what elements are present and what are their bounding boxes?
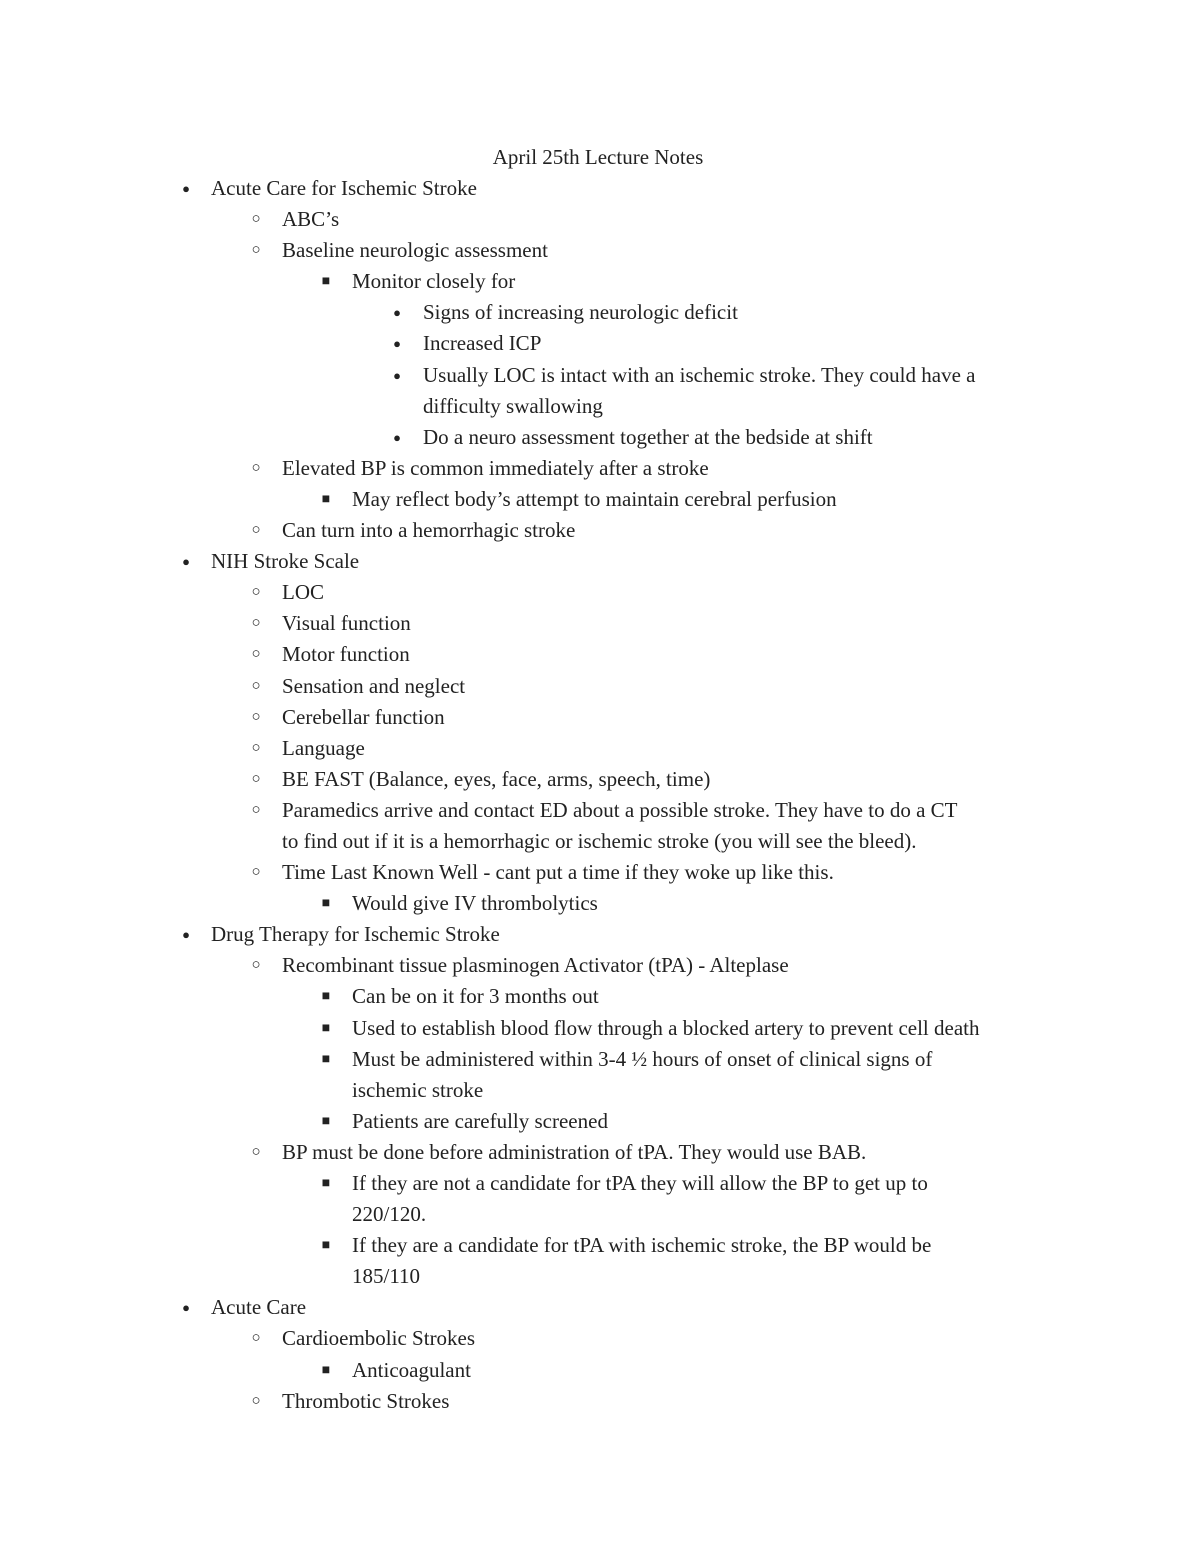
hollow-circle-bullet: ○ [251, 211, 261, 228]
hollow-circle-bullet: ○ [251, 801, 261, 818]
list-item [0, 297, 1200, 328]
list-item-text: Patients are carefully screened [352, 1108, 608, 1133]
list-item-text: Thrombotic Strokes [282, 1388, 450, 1413]
list-item [0, 515, 1200, 546]
list-item [0, 857, 1200, 888]
list-item [0, 173, 1200, 204]
list-item-text: Motor function [282, 642, 410, 667]
list-item-text: If they are not a candidate for tPA they will allow the BP to get up to [352, 1171, 928, 1195]
list-item [0, 360, 1200, 391]
filled-square-bullet: ■ [321, 1238, 331, 1254]
list-item [0, 981, 1200, 1012]
list-item-text: Cerebellar function [282, 704, 445, 729]
hollow-circle-bullet: ○ [251, 522, 261, 539]
list-item-text: Recombinant tissue plasminogen Activator (tPA) - Alteplase [282, 953, 789, 978]
list-item-text: Acute Care for Ischemic Stroke [211, 176, 477, 200]
list-item-text: 220/120. [352, 1202, 427, 1227]
list-item-text: Visual function [282, 611, 411, 636]
list-item [0, 702, 1200, 733]
list-item-text: Baseline neurologic assessment [282, 238, 548, 263]
list-item [0, 328, 1200, 359]
hollow-circle-bullet: ○ [251, 242, 261, 259]
filled-square-bullet: ■ [321, 989, 331, 1005]
hollow-circle-bullet: ○ [251, 708, 261, 725]
list-item [0, 1292, 1200, 1323]
filled-disc-bullet: ● [393, 336, 401, 352]
filled-disc-bullet: ● [182, 927, 190, 943]
list-item-text: to find out if it is a hemorrhagic or ischemic stroke (you will see the bleed). [282, 828, 917, 853]
document-title: April 25th Lecture Notes [492, 145, 704, 169]
list-item-text: NIH Stroke Scale [211, 549, 360, 574]
filled-disc-bullet: ● [393, 429, 401, 445]
list-item-text: If they are a candidate for tPA with ischemic stroke, the BP would be [352, 1233, 932, 1258]
list-item [0, 639, 1200, 670]
list-item-text: Elevated BP is common immediately after a stroke [282, 455, 709, 480]
filled-square-bullet: ■ [321, 1020, 331, 1036]
list-item-text: Drug Therapy for Ischemic Stroke [211, 922, 500, 947]
list-item-continuation [0, 391, 1200, 422]
list-item [0, 204, 1200, 235]
list-item-text: Acute Care [211, 1295, 307, 1320]
hollow-circle-bullet: ○ [251, 1392, 261, 1409]
list-item-text: Increased ICP [423, 331, 542, 356]
list-item [0, 1168, 1200, 1199]
filled-square-bullet: ■ [321, 896, 331, 912]
list-item-text: BE FAST (Balance, eyes, face, arms, speech, time) [282, 766, 711, 791]
filled-disc-bullet: ● [182, 181, 190, 196]
list-item-text: Paramedics arrive and contact ED about a possible stroke. They have to do a CT [282, 797, 958, 822]
filled-square-bullet: ■ [321, 491, 331, 507]
list-item [0, 453, 1200, 484]
list-item [0, 1137, 1200, 1168]
list-item-text: Sensation and neglect [282, 673, 466, 698]
list-item-continuation [0, 1199, 1200, 1230]
list-item-text: ischemic stroke [352, 1077, 484, 1102]
list-item [0, 422, 1200, 453]
list-item [0, 1230, 1200, 1261]
list-item-continuation [0, 826, 1200, 857]
filled-disc-bullet: ● [182, 554, 190, 570]
list-item [0, 1323, 1200, 1354]
list-item-text: difficulty swallowing [423, 393, 603, 418]
list-item-text: Can turn into a hemorrhagic stroke [282, 518, 576, 543]
list-item-continuation [0, 1261, 1200, 1292]
list-item-text: Language [282, 735, 365, 760]
list-item [0, 919, 1200, 950]
filled-square-bullet: ■ [321, 1362, 331, 1378]
hollow-circle-bullet: ○ [251, 957, 261, 974]
list-item-continuation [0, 1075, 1200, 1106]
hollow-circle-bullet: ○ [251, 770, 261, 787]
list-item-text: Can be on it for 3 months out [352, 984, 599, 1009]
list-item [0, 795, 1200, 826]
hollow-circle-bullet: ○ [251, 864, 261, 881]
hollow-circle-bullet: ○ [251, 1143, 261, 1160]
list-item-text: Time Last Known Well - cant put a time if they woke up like this. [282, 860, 834, 885]
list-item [0, 1013, 1200, 1044]
filled-square-bullet: ■ [321, 1113, 331, 1129]
list-item [0, 484, 1200, 515]
list-item [0, 764, 1200, 795]
list-item [0, 1044, 1200, 1075]
list-item-text: BP must be done before administration of tPA. They would use BAB. [282, 1139, 867, 1164]
list-item [0, 671, 1200, 702]
hollow-circle-bullet: ○ [251, 677, 261, 694]
list-item-text: Usually LOC is intact with an ischemic stroke. They could have a [423, 362, 976, 387]
list-item-text: ABC’s [282, 207, 340, 232]
filled-disc-bullet: ● [393, 367, 401, 383]
list-item-text: May reflect body’s attempt to maintain cerebral perfusion [352, 486, 837, 511]
list-item [0, 266, 1200, 297]
list-item-text: Used to establish blood flow through a blocked artery to prevent cell death [352, 1015, 980, 1040]
list-item-text: LOC [282, 580, 324, 605]
list-item-text: Signs of increasing neurologic deficit [423, 300, 738, 325]
filled-square-bullet: ■ [321, 1176, 331, 1191]
list-item [0, 888, 1200, 919]
filled-square-bullet: ■ [321, 1051, 331, 1067]
filled-disc-bullet: ● [393, 305, 401, 321]
hollow-circle-bullet: ○ [251, 646, 261, 663]
list-item [0, 235, 1200, 266]
notes-outline [0, 173, 1200, 1417]
list-item [0, 577, 1200, 608]
list-item [0, 1355, 1200, 1386]
list-item [0, 950, 1200, 981]
list-item [0, 733, 1200, 764]
list-item-text: Must be administered within 3-4 ½ hours of onset of clinical signs of [352, 1046, 933, 1071]
hollow-circle-bullet: ○ [251, 739, 261, 756]
list-item [0, 1106, 1200, 1137]
list-item-text: Monitor closely for [352, 269, 516, 294]
list-item-text: Would give IV thrombolytics [352, 891, 598, 916]
hollow-circle-bullet: ○ [251, 615, 261, 632]
hollow-circle-bullet: ○ [251, 584, 261, 601]
filled-square-bullet: ■ [321, 274, 331, 290]
hollow-circle-bullet: ○ [251, 459, 261, 476]
list-item-text: Cardioembolic Strokes [282, 1326, 476, 1351]
list-item-text: Do a neuro assessment together at the bedside at shift [423, 424, 873, 449]
filled-disc-bullet: ● [182, 1300, 190, 1316]
list-item-text: Anticoagulant [352, 1357, 471, 1382]
hollow-circle-bullet: ○ [251, 1330, 261, 1347]
list-item [0, 1386, 1200, 1417]
list-item [0, 546, 1200, 577]
list-item-text: 185/110 [352, 1264, 421, 1289]
list-item [0, 608, 1200, 639]
